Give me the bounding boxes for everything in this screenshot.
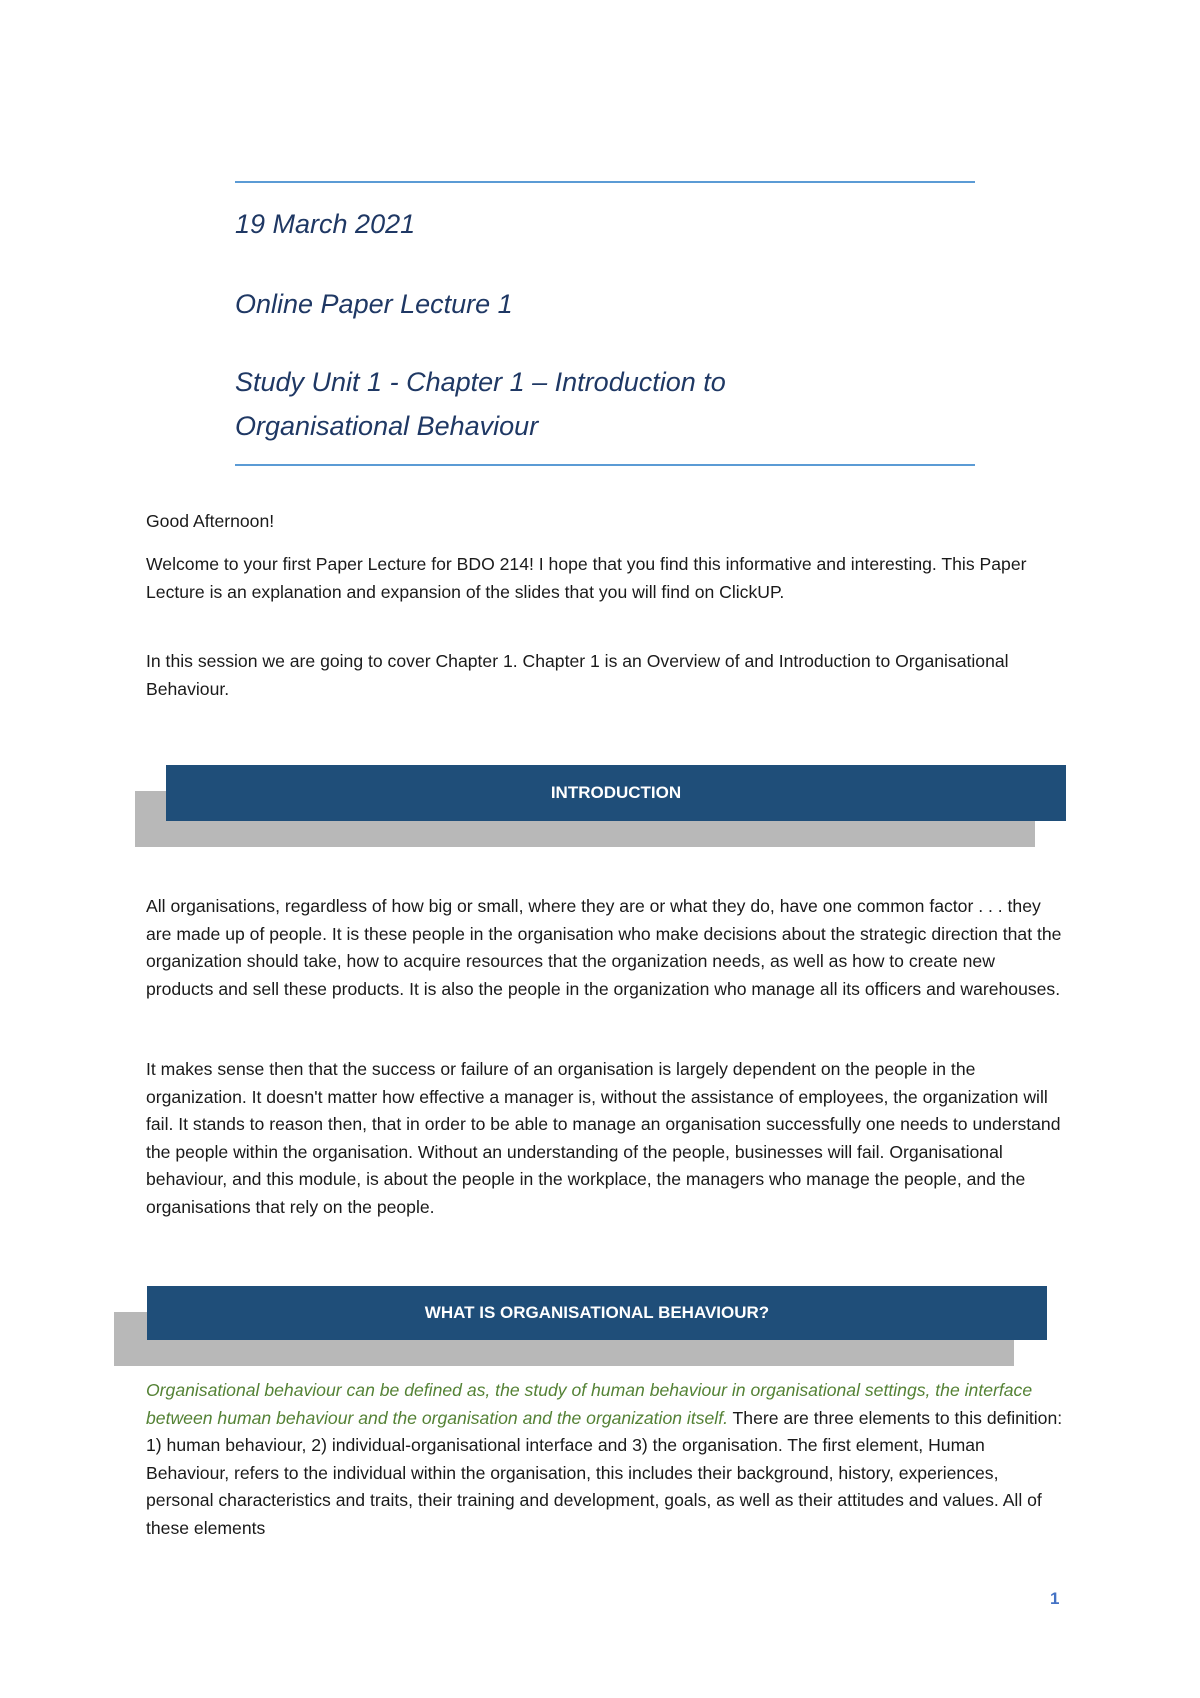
header-bottom-rule <box>235 464 975 466</box>
page-number: 1 <box>1050 1589 1060 1608</box>
introduction-section-title: INTRODUCTION <box>550 783 682 802</box>
session-paragraph: In this session we are going to cover Chapter 1. Chapter 1 is an Overview of and Introduction to Organisational Behaviour. <box>146 651 1009 699</box>
study-unit-title-line-2: Organisational Behaviour <box>235 411 539 441</box>
lecture-date: 19 March 2021 <box>235 209 416 239</box>
lecture-title: Online Paper Lecture 1 <box>235 289 513 319</box>
what-is-ob-section-banner <box>147 1286 1047 1340</box>
definition-explanation-text: There are three elements to this definition: 1) human behaviour, 2) individual-organisational interface and 3) the organisation. The first element, Human Behaviour, refers to the individual within the organisation, this includes their background, history, experiences, personal characteristics and traits, their training and development, goals, as well as their attitudes and values. All of these elements <box>146 1407 1063 1538</box>
greeting-paragraph: Good Afternoon! <box>146 511 275 531</box>
introduction-paragraph-1: All organisations, regardless of how big or small, where they are or what they do, have one common factor . . . they are made up of people. It is these people in the organisation who make decisions about the strategic direction that the organization should take, how to acquire resources that the organization needs, as well as how to create new products and sell these products. It is also the people in the organization who manage all its officers and warehouses. <box>146 896 1062 999</box>
ob-definition-text: Organisational behaviour can be defined as, the study of human behaviour in organisational settings, the interface between human behaviour and the organisation and the organization itself. <box>146 1380 1033 1428</box>
what-is-ob-section-title: WHAT IS ORGANISATIONAL BEHAVIOUR? <box>424 1303 770 1322</box>
introduction-paragraph-2: It makes sense then that the success or failure of an organisation is largely dependent on the people in the organization. It doesn't matter how effective a manager is, without the assistance of employees, the organization will fail. It stands to reason then, that in order to be able to manage an organisation successfully one needs to understand the people within the organisation. Without an understanding of the people, businesses will fail. Organisational behaviour, and this module, is about the people in the workplace, the managers who manage the people, and the organisations that rely on the people. <box>146 1059 1061 1217</box>
welcome-paragraph: Welcome to your first Paper Lecture for BDO 214! I hope that you find this informative and interesting. This Paper Lecture is an explanation and expansion of the slides that you will find on ClickUP. <box>146 554 1027 602</box>
definition-paragraph <box>146 1377 1066 1542</box>
header-top-rule <box>235 181 975 183</box>
study-unit-title-line-1: Study Unit 1 - Chapter 1 – Introduction to <box>235 367 726 397</box>
introduction-section-banner <box>166 765 1066 821</box>
